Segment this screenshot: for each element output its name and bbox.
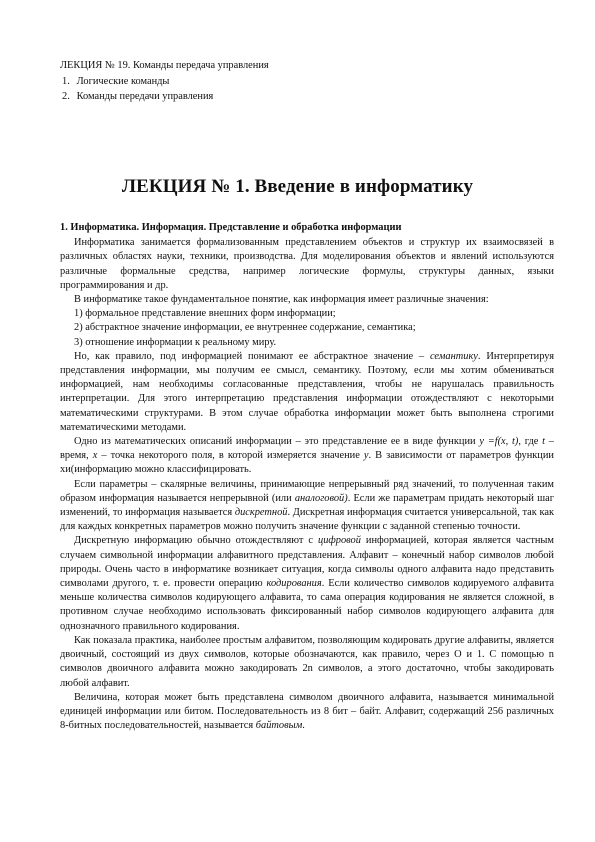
toc-item-number: 2.: [62, 91, 70, 102]
table-of-contents: [60, 58, 269, 105]
emphasis: байтовым: [255, 720, 303, 732]
text: Дискретную информацию обычно отождествляют с: [74, 535, 318, 547]
lecture-title: ЛЕКЦИЯ № 1. Введение в информатику: [121, 176, 474, 197]
toc-item-label: Логические команды: [76, 75, 170, 87]
paragraph: [60, 435, 554, 478]
text: . Если количество символов кодируемого алфавита меньше количества символов кодирующего алфавита, то сама операция кодирования не является сложной, в противном случае необходимо использовать фиксированный набор символов кодирующего алфавита для однозначного правильного кодирования.: [60, 578, 554, 632]
list-item: 3) отношение информации к реальному миру.: [74, 336, 277, 348]
toc-item-number: 1.: [62, 75, 70, 87]
text: , где: [518, 436, 543, 448]
text: .: [302, 720, 305, 732]
emphasis: аналоговой): [294, 492, 348, 504]
text: Одно из математических описаний информации – это представление ее в виде функции: [74, 436, 480, 448]
text: . Интерпретируя представления информации, мы получим ее смысл, семантику. Поэтому, если мы хотим обмениваться информацией, нам необходимы согласованные представления, чтобы не нарушалась правильность интерпретации. Для этого интерпретацию представления информации отождествляют с некоторыми математическими структурами. В этом случае обработка информации может быть выполнена строгими математическими методами.: [60, 350, 554, 433]
text: Величина, которая может быть представлена символом двоичного алфавита, называется минимальной единицей информации или битом. Последовательность из 8 бит – байт. Алфавит, содержащий 256 различных 8-битных последовательностей, называется: [60, 691, 554, 732]
list-item: 1) формальное представление внешних форм информации;: [74, 308, 336, 320]
text: информацией, которая является частным случаем символьной информации алфавитного представления. Алфавит – конечный набор символов любой природы. Очень часто в информатике возникает ситуация, когда символы одного алфавита надо представить символами другого, т. е. провести операцию: [60, 535, 554, 590]
emphasis: кодирования: [266, 578, 322, 590]
emphasis: семантику: [429, 350, 478, 362]
formula: x: [92, 450, 98, 462]
formula: y =f(x, t): [479, 436, 519, 448]
text: . Если же параметрам придать некоторый шаг изменений, то информация называется: [60, 492, 554, 519]
toc-item-label: Команды передачи управления: [76, 91, 214, 102]
emphasis: цифровой: [318, 535, 361, 547]
formula: y: [363, 450, 369, 462]
toc-item[interactable]: [60, 89, 269, 105]
text: . В зависимости от параметров функции xи(информацию можно классифицировать.: [60, 450, 554, 476]
paragraph: В информатике такое фундаментальное понятие, как информация имеет различные значения:: [74, 294, 489, 306]
formula: t: [542, 436, 546, 448]
paragraph: Как показала практика, наиболее простым алфавитом, позволяющим кодировать другие алфавиты, является двоичный, состоящий из двух символов, которые обозначаются, как правило, через О и 1. С помощью n символов двоичного алфавита можно закодировать 2n символов, а этого достаточно, чтобы закодировать любой алфавит.: [60, 634, 554, 689]
lecture-body: [60, 221, 554, 733]
emphasis: дискретной: [234, 507, 288, 519]
section-title: 1. Информатика. Информация. Представление и обработка информации: [60, 222, 402, 233]
paragraph: [60, 534, 554, 633]
text: Но, как правило, под информацией понимают ее абстрактное значение –: [74, 350, 430, 362]
text: – точка некоторого поля, в которой измеряется значение: [97, 450, 364, 462]
list-item: 2) абстрактное значение информации, ее внутреннее содержание, семантика;: [74, 322, 416, 334]
paragraph: [60, 350, 554, 435]
text: – время,: [60, 436, 555, 462]
text: Если параметры – скалярные величины, принимающие непрерывный ряд значений, то полученная таким образом информация называется непрерывной (или: [60, 478, 554, 504]
toc-item[interactable]: [60, 74, 269, 90]
paragraph: Информатика занимается формализованным представлением объектов и структур их взаимосвязей в различных областях науки, техники, производства. Для моделирования объектов и явлений используются различные формальные средства, например логические формулы, структуры данных, языки программирования и др.: [60, 237, 554, 291]
toc-heading: ЛЕКЦИЯ № 19. Команды передача управления: [60, 60, 269, 71]
paragraph: [60, 478, 554, 535]
paragraph: [60, 691, 554, 734]
text: . Дискретная информация считается универсальной, так как для каждых конкретных параметров можно получить значение функции с заданной степенью точности.: [60, 507, 554, 533]
